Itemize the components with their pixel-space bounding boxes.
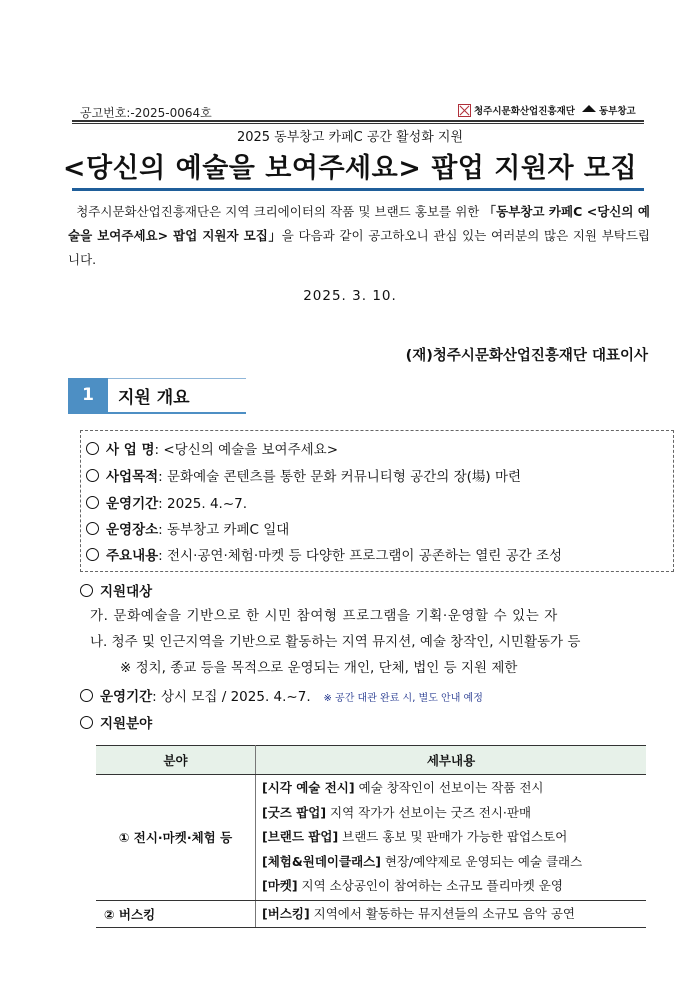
intro-text-2: 을 다음과 같이 공고하오니 관심 있는 여러분의 많은 지원 부탁드립니다. — [68, 228, 650, 267]
detail-item: [버스킹] 지역에서 활동하는 뮤지션들의 소규모 음악 공연 — [262, 905, 575, 921]
foundation-logo-text: 청주시문화산업진흥재단 — [474, 106, 575, 117]
column-header: 세부내용 — [256, 746, 647, 775]
house-icon — [582, 105, 596, 112]
section-rule-top — [108, 378, 246, 379]
intro-text-1: 청주시문화산업진흥재단은 지역 크리에이터의 작품 및 브랜드 홍보를 위한 — [76, 204, 484, 219]
field-details — [256, 900, 647, 928]
circle-bullet-icon — [86, 496, 99, 509]
circle-bullet-icon — [80, 716, 93, 729]
foundation-logo — [458, 103, 575, 117]
section-number: 1 — [68, 378, 108, 412]
field-category: ① 전시·마켓·체험 등 — [96, 775, 256, 901]
field-category: ② 버스킹 — [96, 900, 256, 928]
dongbu-logo-text: 동부창고 — [599, 106, 636, 117]
intro-paragraph — [68, 200, 650, 272]
notice-number: 공고번호:-2025-0064호 — [80, 106, 212, 120]
target-line-b: 나. 청주 및 인근지역을 기반으로 활동하는 지역 뮤지션, 예술 창작인, 시민활동가 등 — [90, 634, 581, 650]
table-header-row — [96, 746, 646, 775]
detail-item: [시각 예술 전시] 예술 창작인이 선보이는 작품 전시 — [262, 780, 544, 795]
circle-bullet-icon — [86, 522, 99, 535]
overview-item: 운영장소: 동부창고 카페C 일대 — [86, 518, 289, 538]
detail-item: [체험&원데이클래스] 현장/예약제로 운영되는 예술 클래스 — [262, 853, 583, 869]
overview-item: 사업목적: 문화예술 콘텐츠를 통한 문화 커뮤니티형 공간의 장(場) 마련 — [86, 465, 521, 485]
column-header: 분야 — [96, 746, 256, 775]
dongbu-logo — [582, 103, 636, 117]
period-line: 운영기간: 상시 모집 / 2025. 4.~7. ※ 공간 대관 완료 시, 별도 안내 예정 — [80, 685, 483, 705]
target-line-a: 가. 문화예술을 기반으로 한 시민 참여형 프로그램을 기획·운영할 수 있는 자 — [90, 608, 558, 624]
fields-table — [96, 745, 646, 928]
header-rule-thin — [72, 123, 644, 124]
header-rule — [72, 120, 644, 122]
notice-date: 2025. 3. 10. — [303, 288, 397, 304]
detail-item: [브랜드 팝업] 브랜드 홍보 및 판매가 가능한 팝업스토어 — [262, 829, 568, 844]
circle-bullet-icon — [86, 469, 99, 482]
circle-bullet-icon — [86, 442, 99, 455]
fields-heading: 지원분야 — [80, 712, 152, 732]
table-row — [96, 900, 646, 928]
table-row — [96, 775, 646, 901]
detail-item: [마켓] 지역 소상공인이 참여하는 소규모 플리마켓 운영 — [262, 878, 563, 893]
target-note: ※ 정치, 종교 등을 목적으로 운영되는 개인, 단체, 법인 등 지원 제한 — [120, 660, 518, 676]
field-details — [256, 775, 647, 901]
section-title: 지원 개요 — [118, 388, 190, 408]
intro-bold: 「동부창고 카페C <당신의 예술을 보여주세요> 팝업 지원자 모집」 — [68, 204, 650, 243]
circle-bullet-icon — [80, 584, 93, 597]
circle-bullet-icon — [86, 548, 99, 561]
subtitle: 2025 동부창고 카페C 공간 활성화 지원 — [236, 130, 464, 145]
overview-item: 주요내용: 전시·공연·체험·마켓 등 다양한 프로그램이 공존하는 열린 공간 조성 — [86, 544, 562, 564]
circle-bullet-icon — [80, 689, 93, 702]
detail-item: [굿즈 팝업] 지역 작가가 선보이는 굿즈 전시·판매 — [262, 804, 532, 820]
period-note: ※ 공간 대관 완료 시, 별도 안내 예정 — [323, 693, 483, 704]
foundation-logo-icon — [458, 104, 471, 117]
overview-item: 운영기간: 2025. 4.~7. — [86, 492, 247, 512]
section-rule — [68, 412, 246, 414]
target-heading: 지원대상 — [80, 580, 152, 600]
signature: (재)청주시문화산업진흥재단 대표이사 — [405, 348, 648, 364]
title-rule — [72, 188, 644, 191]
page-title: <당신의 예술을 보여주세요> 팝업 지원자 모집 — [62, 153, 638, 184]
overview-item: 사 업 명: <당신의 예술을 보여주세요> — [86, 438, 338, 458]
